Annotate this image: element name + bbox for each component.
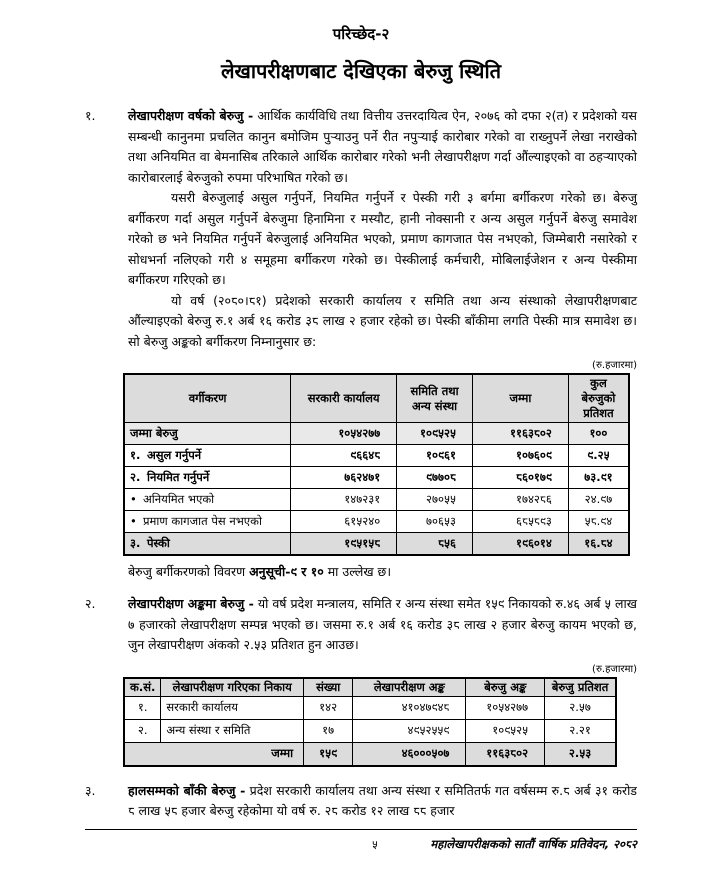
cell-count: १४२ [304, 696, 353, 719]
cell-total: १०७६०९ [472, 445, 568, 467]
row-label-text: अनियमित भएको [143, 492, 215, 506]
cell-arrears-amount: १०९५२५ [466, 719, 545, 742]
cell-pct: ९.२५ [568, 445, 629, 467]
annex-note-prefix: बेरुजु बर्गीकरणको विवरण [128, 564, 250, 579]
cell-govt: ७६२४७१ [291, 467, 397, 489]
paragraph: यो वर्ष (२०८०।८१) प्रदेशको सरकारी कार्यालय र समिति तथा अन्य संस्थाको लेखापरीक्षणबाट औंल्याइएको बेरुजु रु.१ अर्ब १६ करोड ३८ लाख २ हजार रहेको छ। पेस्की बाँकीमा लगति पेस्की मात्र समावेश छ। सो बेरुजु अङ्कको बर्गीकरण निम्नानुसार छ: [128, 292, 637, 349]
section-item-1 [85, 106, 637, 352]
cell-total: ८६०१७९ [472, 467, 568, 489]
header-cell-arrears-amount: बेरुजु अङ्क [466, 678, 545, 697]
cell-pct: १०० [568, 423, 629, 445]
table-header-row [124, 678, 616, 697]
cell-govt: १९५१५८ [291, 533, 397, 556]
cell-committee: ८५६ [397, 533, 473, 556]
table-row-regularizable [124, 467, 629, 489]
table-row-total-arrears [124, 423, 629, 445]
header-cell-committee-other: समिति तथा अन्य संस्था [397, 374, 473, 423]
row-label [124, 533, 291, 556]
cell-pct: ५८.९४ [568, 511, 629, 533]
cell-entity: अन्य संस्था र समिति [161, 719, 304, 742]
paragraph-text: यो वर्ष प्रदेश मन्त्रालय, समिति र अन्य संस्था समेत १५९ निकायको रु.४६ अर्ब ५ लाख ७ हजारको लेखापरीक्षण सम्पन्न भएको छ। जसमा रु.१ अर्ब १६ करोड ३८ लाख २ हजार बेरुजु कायम भएको छ, जुन लेखापरीक्षण अंकको २.५३ प्रतिशत हुन आउछ। [128, 596, 637, 652]
cell-pct: २४.९७ [568, 489, 629, 511]
cell-govt: ६१५२४० [291, 511, 397, 533]
item-body [128, 106, 637, 352]
bullet-marker: • [130, 514, 137, 528]
row-label [124, 467, 291, 489]
row-marker: १. [130, 448, 141, 462]
cell-count: १७ [304, 719, 353, 742]
cell-arrears-amount: ११६३८०२ [466, 742, 545, 766]
header-cell-count: संख्या [304, 678, 353, 697]
table-row-grand-total [124, 742, 616, 766]
bullet-marker: • [130, 492, 137, 506]
table-row-recoverable [124, 445, 629, 467]
row-label [124, 489, 291, 511]
header-cell-sn: क.सं. [124, 678, 161, 697]
table-row-no-evidence [124, 511, 629, 533]
paragraph-text: आर्थिक कार्यविधि तथा वित्तीय उत्तरदायित्व ऐन, २०७६ को दफा २(त) र प्रदेशको यस सम्बन्धी कानुनमा प्रचलित कानुन बमोजिम पुऱ्याउनु पर्ने रीत नपुऱ्याई कारोबार गरेको वा राख्नुपर्ने लेखा नराखेको तथा अनियमित वा बेमनासिब तरिकाले आर्थिक कारोबार गरेको भनी लेखापरीक्षण गर्दा औंल्याइएको वा ठहऱ्याएको कारोबारलाई बेरुजुको रुपमा परिभाषित गरेको छ। [128, 108, 637, 185]
cell-count: १५९ [304, 742, 353, 766]
cell-govt: १०५४२७७ [291, 423, 397, 445]
arrears-classification-table [123, 373, 630, 556]
row-marker: २. [130, 470, 141, 484]
item-lead: लेखापरीक्षण वर्षको बेरुजु - [128, 108, 254, 123]
cell-total: ६८५८९३ [472, 511, 568, 533]
item-body [128, 594, 637, 656]
audited-entities-table [123, 677, 617, 767]
row-label-text: प्रमाण कागजात पेस नभएको [143, 514, 262, 528]
cell-committee: १०९५२५ [397, 423, 473, 445]
header-cell-pct: कुल बेरुजुको प्रतिशत [568, 374, 629, 423]
header-cell-govt-office: सरकारी कार्यालय [291, 374, 397, 423]
section-item-3 [85, 781, 637, 822]
table-row-irregular [124, 489, 629, 511]
cell-arrears-amount: १०५४२७७ [466, 696, 545, 719]
table-row-advance [124, 533, 629, 556]
header-cell-audit-amount: लेखापरीक्षण अङ्क [353, 678, 466, 697]
item-lead: हालसम्मको बाँकी बेरुजु - [128, 782, 246, 798]
cell-total: १९६०१४ [472, 533, 568, 556]
cell-audit-amount: ४१०४७९४८ [353, 696, 466, 719]
paragraph [128, 781, 637, 822]
table-header-row [124, 374, 629, 423]
row-label-text: असुल गर्नुपर्ने [147, 448, 202, 462]
item-body [128, 781, 637, 822]
unit-note: (रु.हजारमा) [592, 663, 637, 675]
row-marker: ३. [130, 536, 141, 550]
row-label-text: नियमित गर्नुपर्ने [147, 470, 210, 484]
header-cell-entity: लेखापरीक्षण गरिएका निकाय [161, 678, 304, 697]
cell-arrears-pct: २.५३ [545, 742, 616, 766]
unit-note: (रु.हजारमा) [592, 360, 637, 371]
cell-entity: सरकारी कार्यालय [161, 696, 304, 719]
section-item-2 [85, 594, 637, 656]
cell-sn: १. [124, 696, 161, 719]
page-title: लेखापरीक्षणबाट देखिएका बेरुजु स्थिति [220, 59, 502, 83]
cell-audit-amount: ४६०००५०७ [353, 742, 466, 766]
cell-sn: २. [124, 719, 161, 742]
item-number: ३. [85, 782, 96, 798]
paragraph: यसरी बेरुजुलाई असुल गर्नुपर्ने, नियमित गर्नुपर्ने र पेस्की गरी ३ बर्गमा बर्गीकरण गरेको छ। बेरुजु बर्गीकरण गर्दा असुल गर्नुपर्ने बेरुजुमा हिनामिना र मस्यौट, हानी नोक्सानी र अन्य असुल गर्नुपर्ने बेरुजु समावेश गरेको छ भने नियमित गर्नुपर्ने बेरुजुलाई अनियमित भएको, प्रमाण कागजात पेस नभएको, जिम्मेबारी नसारेको र सोधभर्ना नलिएको गरी ४ समूहमा बर्गीकरण गरेको छ। पेस्कीलाई कर्मचारी, मोबिलाईजेशन र अन्य पेस्कीमा बर्गीकरण गरिएको छ। [128, 190, 637, 287]
annex-note-suffix: मा उल्लेख छ। [323, 564, 392, 579]
chapter-label: परिच्छेद-२ [332, 25, 390, 43]
cell-pct: १६.८४ [568, 533, 629, 556]
cell-govt: ९६६४८ [291, 445, 397, 467]
cell-total: १७४२८६ [472, 489, 568, 511]
row-label [124, 511, 291, 533]
page-number: ५ [372, 838, 378, 851]
item-number: १. [85, 108, 96, 123]
cell-arrears-pct: २.५७ [545, 696, 616, 719]
header-cell-total: जम्मा [472, 374, 568, 423]
header-cell-arrears-pct: बेरुजु प्रतिशत [545, 678, 616, 697]
header-cell-classification: वर्गीकरण [124, 374, 291, 423]
row-label: जम्मा बेरुजु [124, 423, 291, 445]
cell-committee: १०९६१ [397, 445, 473, 467]
cell-total-label: जम्मा [124, 742, 304, 766]
item-lead: लेखापरीक्षण अङ्कमा बेरुजु - [128, 596, 254, 611]
paragraph-text: प्रदेश सरकारी कार्यालय तथा अन्य संस्था र समितितर्फ गत वर्षसम्म रु.८ अर्ब ३१ करोड ८ लाख ५८ हजार बेरुजु रहेकोमा यो वर्ष रु. २८ करोड १२ लाख ८८ हजार [128, 782, 637, 818]
row-label-text: पेस्की [147, 536, 170, 550]
cell-govt: १४७२३१ [291, 489, 397, 511]
paragraph [128, 106, 637, 188]
page-footer [85, 829, 637, 858]
annex-note-bold: अनुसूची-९ र १० [249, 564, 324, 579]
cell-committee: २७०५५ [397, 489, 473, 511]
cell-audit-amount: ४९५२५५९ [353, 719, 466, 742]
table-row-govt-offices [124, 696, 616, 719]
cell-committee: ७०६५३ [397, 511, 473, 533]
cell-arrears-pct: २.२१ [545, 719, 616, 742]
item-number: २. [85, 596, 96, 611]
annex-note [128, 563, 637, 580]
paragraph [128, 594, 637, 656]
cell-pct: ७३.९१ [568, 467, 629, 489]
footer-report-title: महालेखापरीक्षकको सातौं वार्षिक प्रतिवेदन, २०८२ [430, 837, 637, 851]
row-label [124, 445, 291, 467]
table-row-other-entities [124, 719, 616, 742]
cell-committee: ९७७०८ [397, 467, 473, 489]
cell-total: ११६३८०२ [472, 423, 568, 445]
